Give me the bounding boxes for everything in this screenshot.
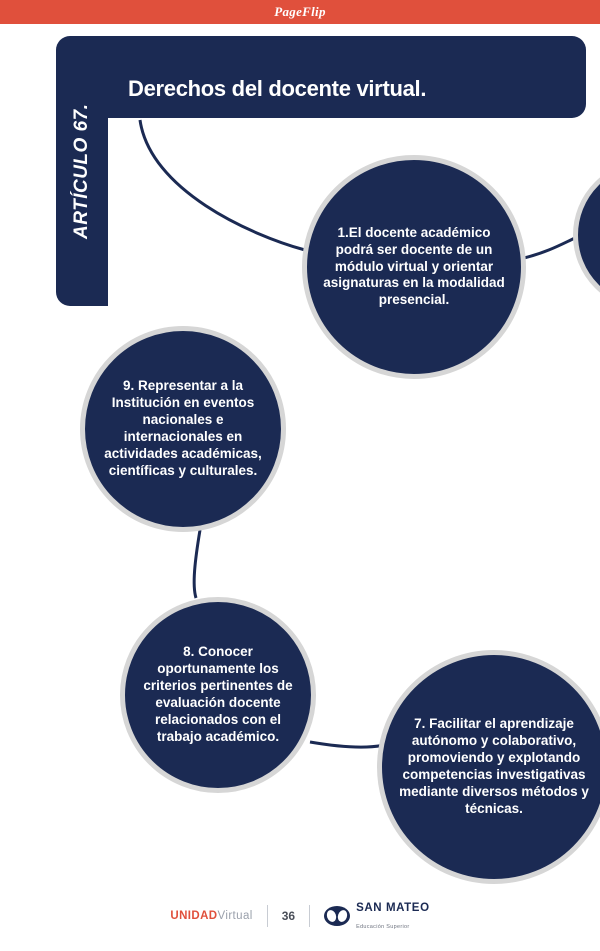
footer-divider-1 — [267, 905, 268, 927]
footer — [0, 899, 600, 933]
article-tab-label: ARTÍCULO 67. — [71, 103, 92, 239]
bubble-text: 9. Representar a la Institución en eventos nacionales e internacionales en actividades académicas, científicas y culturales. — [104, 378, 262, 478]
page-title: Derechos del docente virtual. — [128, 76, 427, 101]
bubble-text: 1.El docente académico podrá ser docente de un módulo virtual y orientar asignaturas en la modalidad presencial. — [323, 224, 505, 308]
bubble-item-9 — [80, 326, 286, 532]
bubble-item-7 — [377, 650, 600, 884]
bubble-text: 7. Facilitar el aprendizaje autónomo y colaborativo, promoviendo y explotando competencias investigativas mediante diversos métodos y técnicas. — [399, 716, 589, 816]
page-number: 36 — [281, 909, 296, 924]
app-title: PageFlip — [274, 4, 326, 19]
institution-logo-text — [356, 899, 430, 933]
bubble-item-1 — [302, 155, 526, 379]
footer-brand — [170, 910, 252, 922]
institution-logo — [324, 899, 430, 933]
bubble-text: 8. Conocer oportunamente los criterios pertinentes de evaluación docente relacionados con el trabajo académico. — [143, 644, 293, 744]
footer-divider-2 — [309, 905, 310, 927]
bubble-item-8 — [120, 597, 316, 793]
institution-name: SAN MATEO — [356, 902, 430, 915]
top-bar — [0, 0, 600, 24]
footer-brand-suffix: Virtual — [217, 910, 253, 923]
san-mateo-logo-icon — [324, 906, 350, 926]
institution-subtitle: Educación Superior — [356, 924, 410, 931]
bubble-item-partial — [573, 160, 600, 310]
footer-brand-prefix: UNIDAD — [170, 910, 218, 923]
